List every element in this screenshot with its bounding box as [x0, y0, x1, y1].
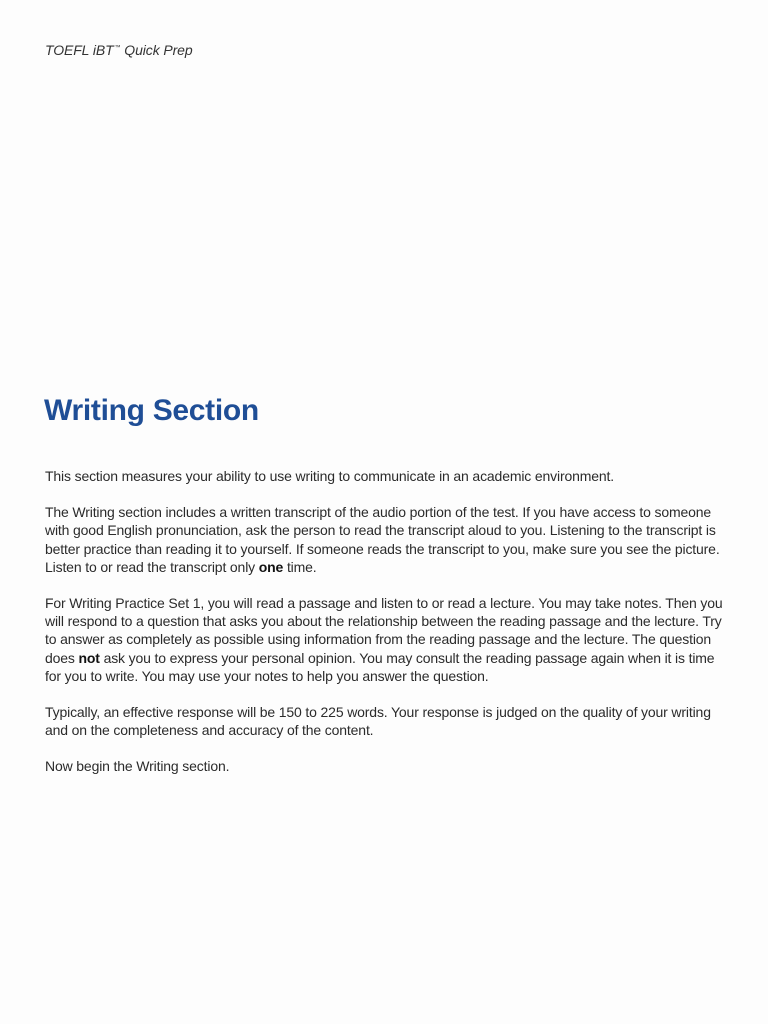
emphasis-one: one	[258, 558, 284, 575]
intro-paragraph: This section measures your ability to use writing to communicate in an academic environment.	[45, 468, 615, 484]
practice-set-text-start: For Writing Practice Set 1, you will read a passage and listen to or read a lecture. You may take notes. Then you will respond to a question that asks you about the relationship between the reading passage and the lecture. Try to answer as completely as possible using information from the reading passage and the lecture. The question does	[45, 595, 723, 666]
begin-paragraph: Now begin the Writing section.	[45, 758, 230, 775]
transcript-paragraph	[45, 503, 725, 576]
running-header-title: TOEFL iBT	[45, 42, 114, 58]
running-header-subtitle: Quick Prep	[120, 42, 193, 58]
section-body	[45, 467, 725, 794]
response-length-paragraph: Typically, an effective response will be 150 to 225 words. Your response is judged on the quality of your writing and on the completeness and accuracy of the content.	[45, 704, 711, 739]
trademark-symbol: ™	[114, 45, 121, 51]
practice-set-paragraph	[45, 594, 725, 685]
section-title: Writing Section	[44, 394, 259, 427]
transcript-text-start: The Writing section includes a written transcript of the audio portion of the test. If you have access to someone with good English pronunciation, ask the person to read the transcript aloud to you. Listening to the transcript is better practice than reading it to yourself. If someone reads the transcript to you, make sure you see the picture. Listen to or read the transcript only	[45, 504, 720, 575]
emphasis-not: not	[78, 649, 100, 666]
practice-set-text-end: ask you to express your personal opinion. You may consult the reading passage again when it is time for you to write. You may use your notes to help you answer the question.	[45, 649, 715, 684]
running-header	[45, 42, 193, 58]
transcript-text-end: time.	[283, 558, 317, 575]
